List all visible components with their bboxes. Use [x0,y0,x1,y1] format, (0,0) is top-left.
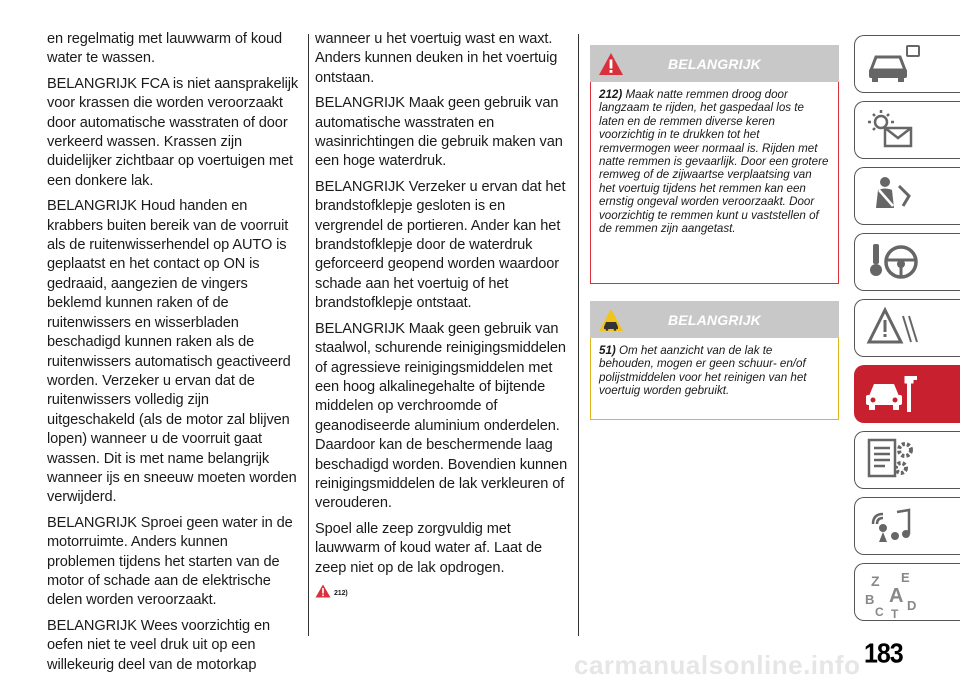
warning-text: Maak natte remmen droog door langzaam te rijden, het gaspedaal los te laten en de remmen diverse keren voorzichtig in te drukken tot het remvermogen weer normaal is. Rijden met natte remmen is gevaarlijk. Door een grotere remweg of de zijwaartse verplaatsing van het voertuig tijdens het remmen kan een ernstig ongeval worden veroorzaakt. Door voorzichtig te remmen kunt u vaststellen of de remmen zijn aangetast. [599,88,829,236]
paragraph: Spoel alle zeep zorgvuldig met lauwwarm of koud water af. Laat de zeep niet op de lak opdrogen. [315,520,542,576]
tab-dashboard[interactable] [854,35,960,93]
paragraph: BELANGRIJK Verzeker u ervan dat het brandstofklepje gesloten is en vergrendel de portieren. Ander kan het brandstofklepje door de waterdruk geforceerd geopend worden waardoor schade aan het voertuig of het brandstofklepje ontstaat. [315,178,566,312]
tab-lights[interactable] [854,101,960,159]
caution-box-header [590,301,839,338]
column-divider [578,34,579,636]
radio-music-icon [863,502,923,550]
reference-number: 212) [334,589,348,597]
key-steering-wheel-icon [863,238,923,286]
car-wrench-icon [863,370,923,418]
warning-number: 212) [599,88,623,101]
watermark: carmanualsonline.info [574,650,861,678]
light-mail-icon [863,106,923,154]
caution-box [590,301,839,420]
paragraph: BELANGRIJK Wees voorzichtig en oefen niet te veel druk uit op een willekeurig deel van de motorkap [47,617,271,673]
seatbelt-airbag-icon [863,172,923,220]
warning-box-body [590,82,839,284]
alphabet-index-icon [863,568,927,618]
paragraph: BELANGRIJK Maak geen gebruik van staalwol, schurende reinigingsmiddelen of agressieve reinigingsmiddelen met een hoog alkalinegehalte of bijtende middelen op verchroomde of geanodiseerde aluminium onderdelen. Daardoor kan de beschermende laag beschadigd worden. Bovendien kunnen reinigingsmiddelen de lak verkleuren of verouderen. [315,320,568,512]
index-letter: A [889,585,904,607]
tab-technical-data[interactable] [854,431,960,489]
caution-number: 51) [599,344,616,357]
caution-box-title: BELANGRIJK [667,312,761,328]
tab-driving[interactable] [854,233,960,291]
paragraph: en regelmatig met lauwwarm of koud water te wassen. [47,31,283,67]
paragraph: BELANGRIJK Sproei geen water in de motorruimte. Anders kunnen problemen tijdens het starten van de motor of schade aan de elektrische delen worden veroorzaakt. [47,514,293,609]
index-letter: D [907,598,917,613]
caution-text: Om het aanzicht van de lak te behouden, mogen er geen schuur- en/of polijstmiddelen voor het reinigen van het voertuig worden gebruikt. [599,344,807,398]
page-number: 183 [864,638,903,670]
tab-safety[interactable] [854,167,960,225]
paragraph: BELANGRIJK Maak geen gebruik van automatische wasstraten en wasinrichtingen die gebruik maken van een hoge waterdruk. [315,95,563,170]
warning-triangle-road-icon [863,304,923,352]
warning-box [590,45,839,284]
caution-box-body [590,338,839,420]
index-letter: T [891,607,899,618]
car-dashboard-icon [863,40,923,88]
paragraph: BELANGRIJK FCA is niet aansprakelijk voor krassen die worden veroorzaakt door automatische wasstraten of door verkeerd wassen. Krassen zijn duidelijker zichtbaar op voertuigen met een donkere lak. [47,75,299,189]
column-divider [308,34,309,636]
index-letter: B [865,592,875,607]
warning-box-title: BELANGRIJK [667,56,761,72]
paragraph: BELANGRIJK Houd handen en krabbers buiten bereik van de voorruit als de ruitenwisserhendel op AUTO is geplaatst en het contact op ON is gedraaid, aangezien de vingers beklemd kunnen raken of de ruitenwissers en wisserbladen beschadigd kunnen raken als de ruitenwissers automatisch geactiveerd worden. Verzeker u ervan dat de ruitenwissers volledig zijn uitgeschakeld (als de motor zal blijven lopen) wanneer u de voorruit gaat wassen. Dit is met name belangrijk wanneer ijs en sneeuw moeten worden verwijderd. [47,198,297,506]
tab-index[interactable] [854,563,960,621]
text-column-middle [315,30,570,598]
tab-multimedia[interactable] [854,497,960,555]
warning-triangle-icon [315,584,331,598]
tab-maintenance[interactable] [854,365,960,423]
list-gears-icon [863,436,923,484]
tab-emergency[interactable] [854,299,960,357]
paragraph: wanneer u het voertuig wast en waxt. Anders kunnen deuken in het voertuig ontstaan. [315,31,558,86]
index-letter: Z [871,573,880,589]
warning-reference[interactable] [315,584,570,598]
index-letter: E [901,570,910,585]
index-letter: C [875,605,884,618]
text-column-left [47,30,299,678]
warning-box-header [590,45,839,82]
